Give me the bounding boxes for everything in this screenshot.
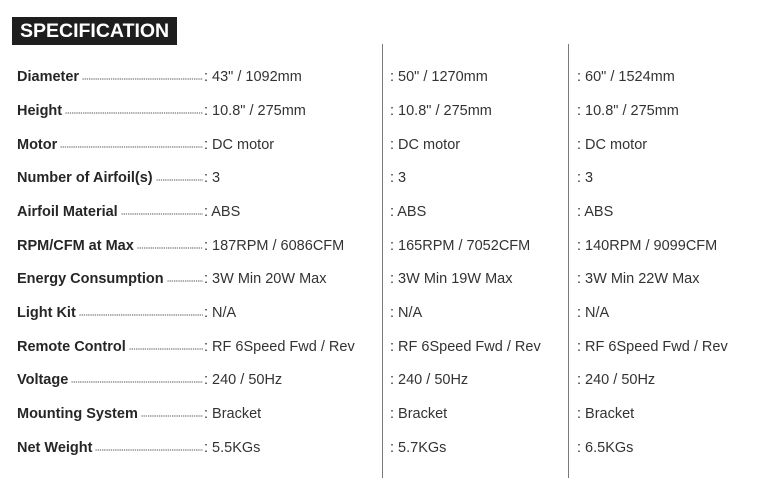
- dot-leader: [79, 313, 203, 317]
- spec-label-text: Voltage: [17, 372, 69, 388]
- spec-row: [0, 302, 778, 324]
- spec-label: [17, 403, 203, 425]
- spec-value-model-2: : 50" / 1270mm: [390, 69, 488, 85]
- dot-leader: [156, 178, 203, 182]
- spec-row: [0, 66, 778, 88]
- spec-row: [0, 403, 778, 425]
- spec-label-text: Light Kit: [17, 305, 76, 321]
- spec-value-model-1: : Bracket: [204, 406, 262, 422]
- spec-value-model-1: : 187RPM / 6086CFM: [204, 238, 345, 254]
- spec-label-text: Airfoil Material: [17, 204, 118, 220]
- spec-label: [17, 336, 203, 358]
- spec-value-model-3: : 3W Min 22W Max: [577, 271, 700, 287]
- spec-row: [0, 268, 778, 290]
- spec-value-model-3: : RF 6Speed Fwd / Rev: [577, 339, 728, 355]
- dot-leader: [167, 279, 203, 283]
- spec-label-text: Net Weight: [17, 440, 93, 456]
- spec-label: [17, 437, 203, 459]
- spec-label-text: Diameter: [17, 69, 80, 85]
- spec-label: [17, 302, 203, 324]
- spec-row: [0, 369, 778, 391]
- spec-value-model-2: : 165RPM / 7052CFM: [390, 238, 531, 254]
- spec-value-model-2: : 5.7KGs: [390, 440, 447, 456]
- dot-leader: [129, 347, 203, 351]
- spec-label-text: Mounting System: [17, 406, 138, 422]
- dot-leader: [82, 77, 203, 81]
- dot-leader: [60, 145, 203, 149]
- dot-leader: [121, 212, 203, 216]
- spec-value-model-2: : 240 / 50Hz: [390, 372, 469, 388]
- spec-value-model-3: : Bracket: [577, 406, 635, 422]
- spec-label: [17, 100, 203, 122]
- spec-value-model-3: : ABS: [577, 204, 614, 220]
- dot-leader: [65, 111, 203, 115]
- spec-row: [0, 437, 778, 459]
- spec-row: [0, 100, 778, 122]
- spec-row: [0, 167, 778, 189]
- spec-label: [17, 167, 203, 189]
- dot-leader: [95, 448, 203, 452]
- spec-value-model-2: : N/A: [390, 305, 423, 321]
- spec-value-model-1: : 3: [204, 170, 221, 186]
- spec-row: [0, 235, 778, 257]
- spec-label: [17, 134, 203, 156]
- spec-value-model-1: : RF 6Speed Fwd / Rev: [204, 339, 355, 355]
- spec-value-model-1: : 10.8" / 275mm: [204, 103, 306, 119]
- dot-leader: [71, 380, 203, 384]
- spec-value-model-2: : 10.8" / 275mm: [390, 103, 492, 119]
- spec-value-model-3: : 3: [577, 170, 594, 186]
- spec-value-model-1: : ABS: [204, 204, 241, 220]
- spec-value-model-3: : DC motor: [577, 137, 648, 153]
- spec-row: [0, 336, 778, 358]
- spec-label-text: Remote Control: [17, 339, 126, 355]
- spec-value-model-3: : 10.8" / 275mm: [577, 103, 679, 119]
- spec-value-model-2: : ABS: [390, 204, 427, 220]
- spec-label: [17, 235, 203, 257]
- spec-value-model-1: : 43" / 1092mm: [204, 69, 302, 85]
- spec-label-text: Energy Consumption: [17, 271, 164, 287]
- spec-row: [0, 201, 778, 223]
- spec-label-text: RPM/CFM at Max: [17, 238, 134, 254]
- spec-label: [17, 201, 203, 223]
- specification-title: SPECIFICATION: [12, 17, 177, 45]
- spec-value-model-3: : 6.5KGs: [577, 440, 634, 456]
- spec-value-model-1: : 3W Min 20W Max: [204, 271, 327, 287]
- spec-label-text: Height: [17, 103, 63, 119]
- spec-value-model-2: : 3W Min 19W Max: [390, 271, 513, 287]
- spec-value-model-1: : 240 / 50Hz: [204, 372, 283, 388]
- spec-row: [0, 134, 778, 156]
- spec-label: [17, 66, 203, 88]
- spec-value-model-3: : 240 / 50Hz: [577, 372, 656, 388]
- dot-leader: [137, 246, 203, 250]
- spec-label-text: Motor: [17, 137, 58, 153]
- spec-label: [17, 369, 203, 391]
- spec-value-model-1: : N/A: [204, 305, 237, 321]
- spec-value-model-3: : 140RPM / 9099CFM: [577, 238, 718, 254]
- spec-value-model-2: : DC motor: [390, 137, 461, 153]
- dot-leader: [141, 414, 203, 418]
- spec-value-model-2: : Bracket: [390, 406, 448, 422]
- spec-value-model-3: : 60" / 1524mm: [577, 69, 675, 85]
- spec-value-model-1: : DC motor: [204, 137, 275, 153]
- spec-value-model-3: : N/A: [577, 305, 610, 321]
- spec-value-model-2: : 3: [390, 170, 407, 186]
- spec-value-model-2: : RF 6Speed Fwd / Rev: [390, 339, 541, 355]
- spec-label-text: Number of Airfoil(s): [17, 170, 153, 186]
- spec-value-model-1: : 5.5KGs: [204, 440, 261, 456]
- spec-label: [17, 268, 203, 290]
